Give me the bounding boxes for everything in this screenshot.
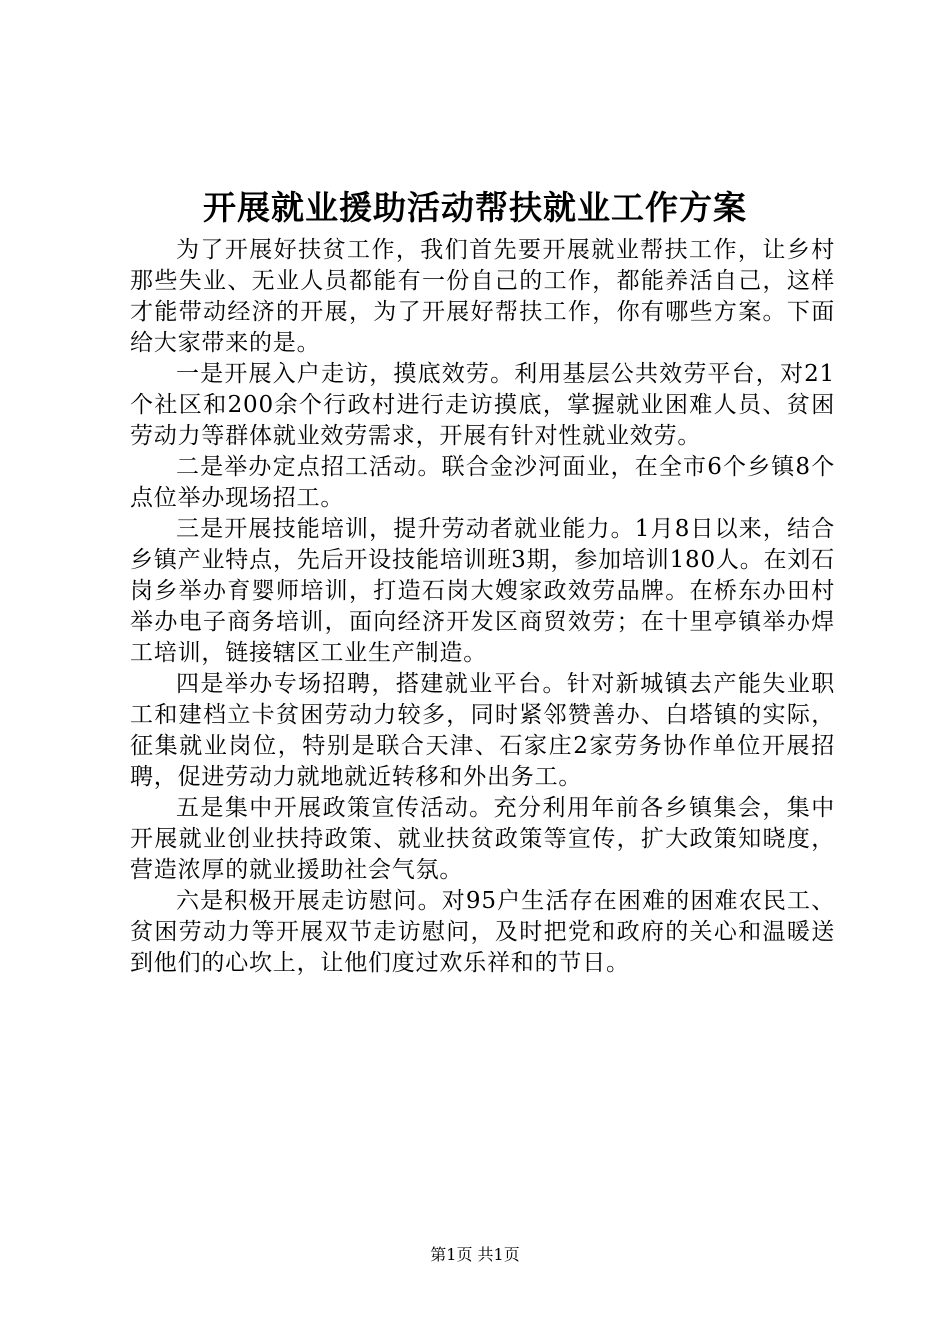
document-title: 开展就业援助活动帮扶就业工作方案 (203, 188, 747, 227)
paragraph-intro: 为了开展好扶贫工作，我们首先要开展就业帮扶工作，让乡村那些失业、无业人员都能有一份自己的工作，都能养活自己，这样才能带动经济的开展，为了开展好帮扶工作，你有哪些方案。下面给大家带来的是。 (130, 237, 835, 356)
paragraph-item-5: 五是集中开展政策宣传活动。充分利用年前各乡镇集会，集中开展就业创业扶持政策、就业扶贫政策等宣传，扩大政策知晓度，营造浓厚的就业援助社会气氛。 (130, 795, 835, 883)
paragraph-item-3: 三是开展技能培训，提升劳动者就业能力。1月8日以来，结合乡镇产业特点，先后开设技能培训班3期，参加培训180人。在刘石岗乡举办育婴师培训，打造石岗大嫂家政效劳品牌。在桥东办田村举办电子商务培训，面向经济开发区商贸效劳；在十里亭镇举办焊工培训，链接辖区工业生产制造。 (130, 516, 835, 666)
paragraph-item-4: 四是举办专场招聘，搭建就业平台。针对新城镇去产能失业职工和建档立卡贫困劳动力较多，同时紧邻赞善办、白塔镇的实际，征集就业岗位，特别是联合天津、石家庄2家劳务协作单位开展招聘，促进劳动力就地就近转移和外出务工。 (130, 671, 835, 790)
paragraph-item-1: 一是开展入户走访，摸底效劳。利用基层公共效劳平台，对21个社区和200余个行政村进行走访摸底，掌握就业困难人员、贫困劳动力等群体就业效劳需求，开展有针对性就业效劳。 (130, 361, 835, 449)
document-body (130, 235, 835, 979)
page-footer: 第1页 共1页 (430, 1245, 520, 1264)
paragraph-item-2: 二是举办定点招工活动。联合金沙河面业，在全市6个乡镇8个点位举办现场招工。 (130, 454, 835, 511)
paragraph-item-6: 六是积极开展走访慰问。对95户生活存在困难的困难农民工、贫困劳动力等开展双节走访慰问，及时把党和政府的关心和温暖送到他们的心坎上，让他们度过欢乐祥和的节日。 (130, 888, 835, 976)
